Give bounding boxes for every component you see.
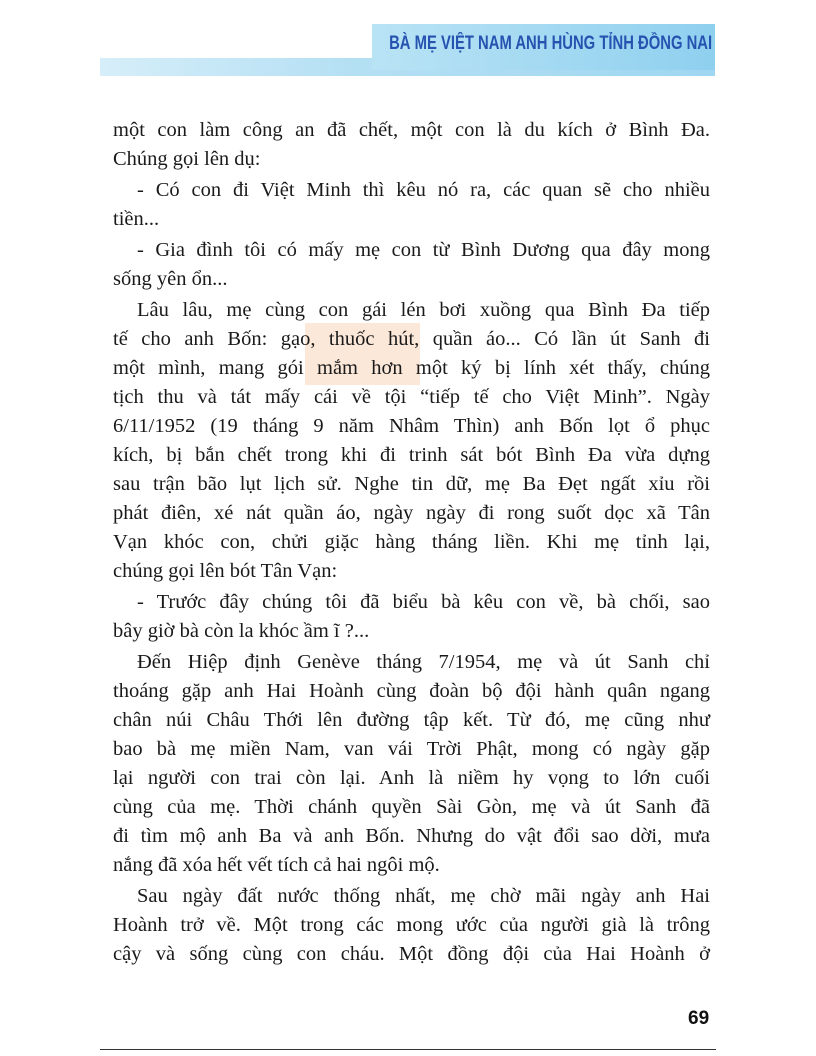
text-line: đi tìm mộ anh Ba và anh Bốn. Nhưng do vật đổi sao dời, mưa: [113, 825, 710, 847]
text-line: lại người con trai còn lại. Anh là niềm hy vọng to lớn cuối: [113, 767, 710, 789]
text-line: Lâu lâu, mẹ cùng con gái lén bơi xuồng qua Bình Đa tiếp: [137, 299, 710, 321]
text-line: tiền...: [113, 208, 160, 230]
text-line: một con làm công an đã chết, một con là du kích ở Bình Đa.: [113, 119, 710, 141]
text-line: cậy và sống cùng con cháu. Một đồng đội của Hai Hoành ở: [113, 943, 710, 965]
text-line: Hoành trở về. Một trong các mong ước của người già là trông: [113, 914, 710, 936]
running-header-title: BÀ MẸ VIỆT NAM ANH HÙNG TỈNH ĐỒNG NAI: [388, 33, 712, 54]
footer-rule: [100, 1049, 716, 1050]
text-line: phát điên, xé nát quần áo, ngày ngày đi rong suốt dọc xã Tân: [113, 502, 710, 524]
text-line: chân núi Châu Thới lên đường tập kết. Từ đó, mẹ cũng như: [113, 709, 710, 731]
paragraph: [113, 296, 710, 586]
body-text: [113, 116, 710, 971]
text-line: nắng đã xóa hết vết tích cả hai ngôi mộ.: [113, 854, 440, 876]
text-line: Sau ngày đất nước thống nhất, mẹ chờ mãi ngày anh Hai: [137, 885, 710, 907]
text-line: bao bà mẹ miền Nam, van vái Trời Phật, mong có ngày gặp: [113, 738, 710, 760]
text-line: tịch thu và tát mấy cái về tội “tiếp tế cho Việt Minh”. Ngày: [113, 386, 710, 408]
text-line: kích, bị bắn chết trong khi đi trinh sát bót Bình Đa vừa dựng: [113, 444, 710, 466]
text-line: Chúng gọi lên dụ:: [113, 148, 261, 170]
text-line: Vạn khóc con, chửi giặc hàng tháng liền. Khi mẹ tỉnh lại,: [113, 531, 710, 553]
text-line: sau trận bão lụt lịch sử. Nghe tin dữ, mẹ Ba Đẹt ngất xỉu rồi: [113, 473, 710, 495]
paragraph: [113, 588, 710, 646]
text-line: bây giờ bà còn la khóc ầm ĩ ?...: [113, 620, 370, 642]
text-line: Đến Hiệp định Genève tháng 7/1954, mẹ và út Sanh chỉ: [137, 651, 710, 673]
text-line: tế cho anh Bốn: gạo, thuốc hút, quần áo... Có lần út Sanh đi: [113, 328, 710, 350]
text-line: chúng gọi lên bót Tân Vạn:: [113, 560, 338, 582]
paragraph: [113, 648, 710, 880]
paragraph: [113, 176, 710, 234]
text-line: một mình, mang gói mắm hơn một ký bị lính xét thấy, chúng: [113, 357, 710, 379]
text-line: 6/11/1952 (19 tháng 9 năm Nhâm Thìn) anh Bốn lọt ổ phục: [113, 415, 710, 437]
text-line: sống yên ổn...: [113, 268, 228, 290]
text-line: - Gia đình tôi có mấy mẹ con từ Bình Dương qua đây mong: [137, 239, 710, 261]
text-line: - Có con đi Việt Minh thì kêu nó ra, các quan sẽ cho nhiều: [137, 179, 710, 201]
text-line: - Trước đây chúng tôi đã biểu bà kêu con về, bà chối, sao: [137, 591, 710, 613]
text-line: cùng của mẹ. Thời chánh quyền Sài Gòn, mẹ và út Sanh đã: [113, 796, 710, 818]
paragraph: [113, 116, 710, 174]
text-line: thoáng gặp anh Hai Hoành cùng đoàn bộ đội hành quân ngang: [113, 680, 710, 702]
page-number: 69: [688, 1008, 710, 1029]
paragraph: [113, 236, 710, 294]
paragraph: [113, 882, 710, 969]
